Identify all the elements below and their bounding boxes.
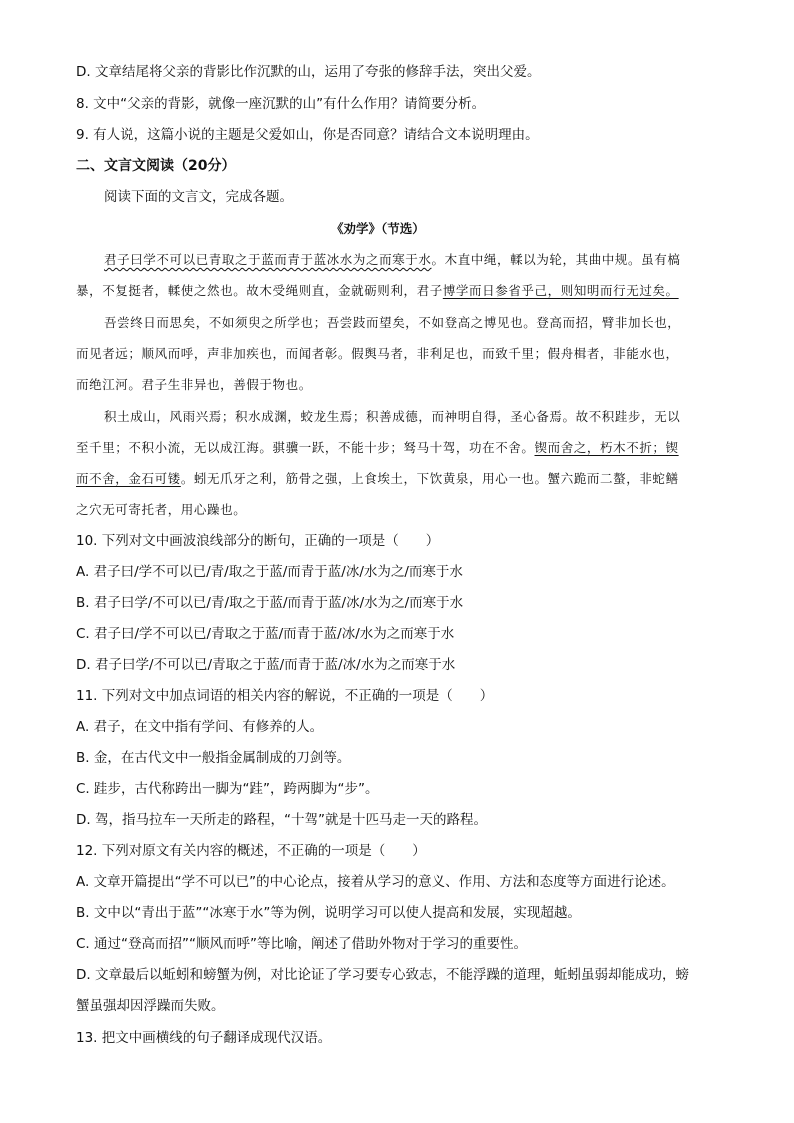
q10-option-b: B. 君子曰学/不可以已/青/取之于蓝/而青于蓝/冰/水为之/而寒于水 xyxy=(76,595,464,611)
underlined-sentence: 博学而日参省乎己，则知明而行无过矣。 xyxy=(442,283,679,298)
passage-p2-line3: 而绝江河。君子生非异也，善假于物也。 xyxy=(76,377,312,392)
q11-option-b: B. 金，在古代文中一般指金属制成的刀剑等。 xyxy=(76,750,351,766)
q7-option-d: D. 文章结尾将父亲的背影比作沉默的山，运用了夸张的修辞手法，突出父爱。 xyxy=(76,64,541,80)
passage-text: 至千里；不积小流，无以成江海。骐骥一跃，不能十步；驽马十驾，功在不舍。 xyxy=(76,440,535,455)
passage-p3-line1: 积土成山，风雨兴焉；积水成渊，蛟龙生焉；积善成德，而神明自得，圣心备焉。故不积跬步，无以 xyxy=(104,409,681,424)
section-instruction: 阅读下面的文言文，完成各题。 xyxy=(104,189,293,205)
passage-text: 。木直中绳，輮以为轮，其曲中规。虽有槁 xyxy=(431,252,681,267)
question-8: 8. 文中“父亲的背影，就像一座沉默的山”有什么作用？请简要分析。 xyxy=(76,96,486,112)
question-13: 13. 把文中画横线的句子翻译成现代汉语。 xyxy=(76,1030,332,1046)
passage-p2-line1: 吾尝终日而思矣，不如须臾之所学也；吾尝跂而望矣，不如登高之博见也。登高而招，臂非加长也， xyxy=(104,315,681,330)
section-heading: 二、文言文阅读（20分） xyxy=(76,158,236,174)
passage-title: 《劝学》（节选） xyxy=(331,221,425,236)
q11-option-d: D. 驾，指马拉车一天所走的路程，“十驾”就是十匹马走一天的路程。 xyxy=(76,812,487,828)
passage-p3-line3 xyxy=(76,469,679,489)
underlined-sentence: 而不舍，金石可镂 xyxy=(76,471,181,486)
q10-option-c: C. 君子曰/学不可以已/青取之于蓝/而青于蓝/冰/水为之而寒于水 xyxy=(76,626,455,642)
q12-option-c: C. 通过“登高而招”“顺风而呼”等比喻，阐述了借助外物对于学习的重要性。 xyxy=(76,936,527,952)
passage-p3-line2 xyxy=(76,438,679,458)
q10-option-d: D. 君子曰学/不可以已/青取之于蓝/而青于蓝/冰/水为之而寒于水 xyxy=(76,657,456,673)
passage-p3-line4: 之穴无可寄托者，用心躁也。 xyxy=(76,502,247,517)
q10-option-a: A. 君子曰/学不可以已/青/取之于蓝/而青于蓝/冰/水为之/而寒于水 xyxy=(76,564,463,580)
question-9: 9. 有人说，这篇小说的主题是父爱如山，你是否同意？请结合文本说明理由。 xyxy=(76,127,539,143)
question-11: 11. 下列对文中加点词语的相关内容的解说，不正确的一项是（ ） xyxy=(76,688,494,704)
question-12: 12. 下列对原文有关内容的概述，不正确的一项是（ ） xyxy=(76,843,426,859)
passage-p2-line2: 而见者远；顺风而呼，声非加疾也，而闻者彰。假舆马者，非利足也，而致千里；假舟楫者，非能水也， xyxy=(76,346,679,361)
passage-p1-line1 xyxy=(104,250,680,270)
passage-text: 。蚓无爪牙之利，筋骨之强，上食埃土，下饮黄泉，用心一也。蟹六跪而二螯，非蛇鳝 xyxy=(180,471,679,486)
q12-option-a: A. 文章开篇提出“学不可以已”的中心论点，接着从学习的意义、作用、方法和态度等方面进行论述。 xyxy=(76,874,675,890)
q11-option-a: A. 君子，在文中指有学问、有修养的人。 xyxy=(76,719,324,735)
underlined-sentence: 锲而舍之，朽木不折；锲 xyxy=(534,440,679,455)
q12-option-d-cont: 蟹虽强却因浮躁而失败。 xyxy=(76,998,225,1014)
q12-option-d: D. 文章最后以蚯蚓和螃蟹为例，对比论证了学习要专心致志，不能浮躁的道理，蚯蚓虽弱却能成功，螃 xyxy=(76,967,689,983)
q11-option-c: C. 跬步，古代称跨出一脚为“跬”，跨两脚为“步”。 xyxy=(76,781,379,797)
wavy-underlined-text: 君子曰学不可以已青取之于蓝而青于蓝冰水为之而寒于水 xyxy=(104,252,432,267)
question-10: 10. 下列对文中画波浪线部分的断句，正确的一项是（ ） xyxy=(76,533,440,549)
passage-text: 暴，不复挺者，輮使之然也。故木受绳则直，金就砺则利，君子 xyxy=(76,283,443,298)
passage-p1-line2 xyxy=(76,281,679,301)
q12-option-b: B. 文中以“青出于蓝”“冰寒于水”等为例，说明学习可以使人提高和发展，实现超越。 xyxy=(76,905,581,921)
